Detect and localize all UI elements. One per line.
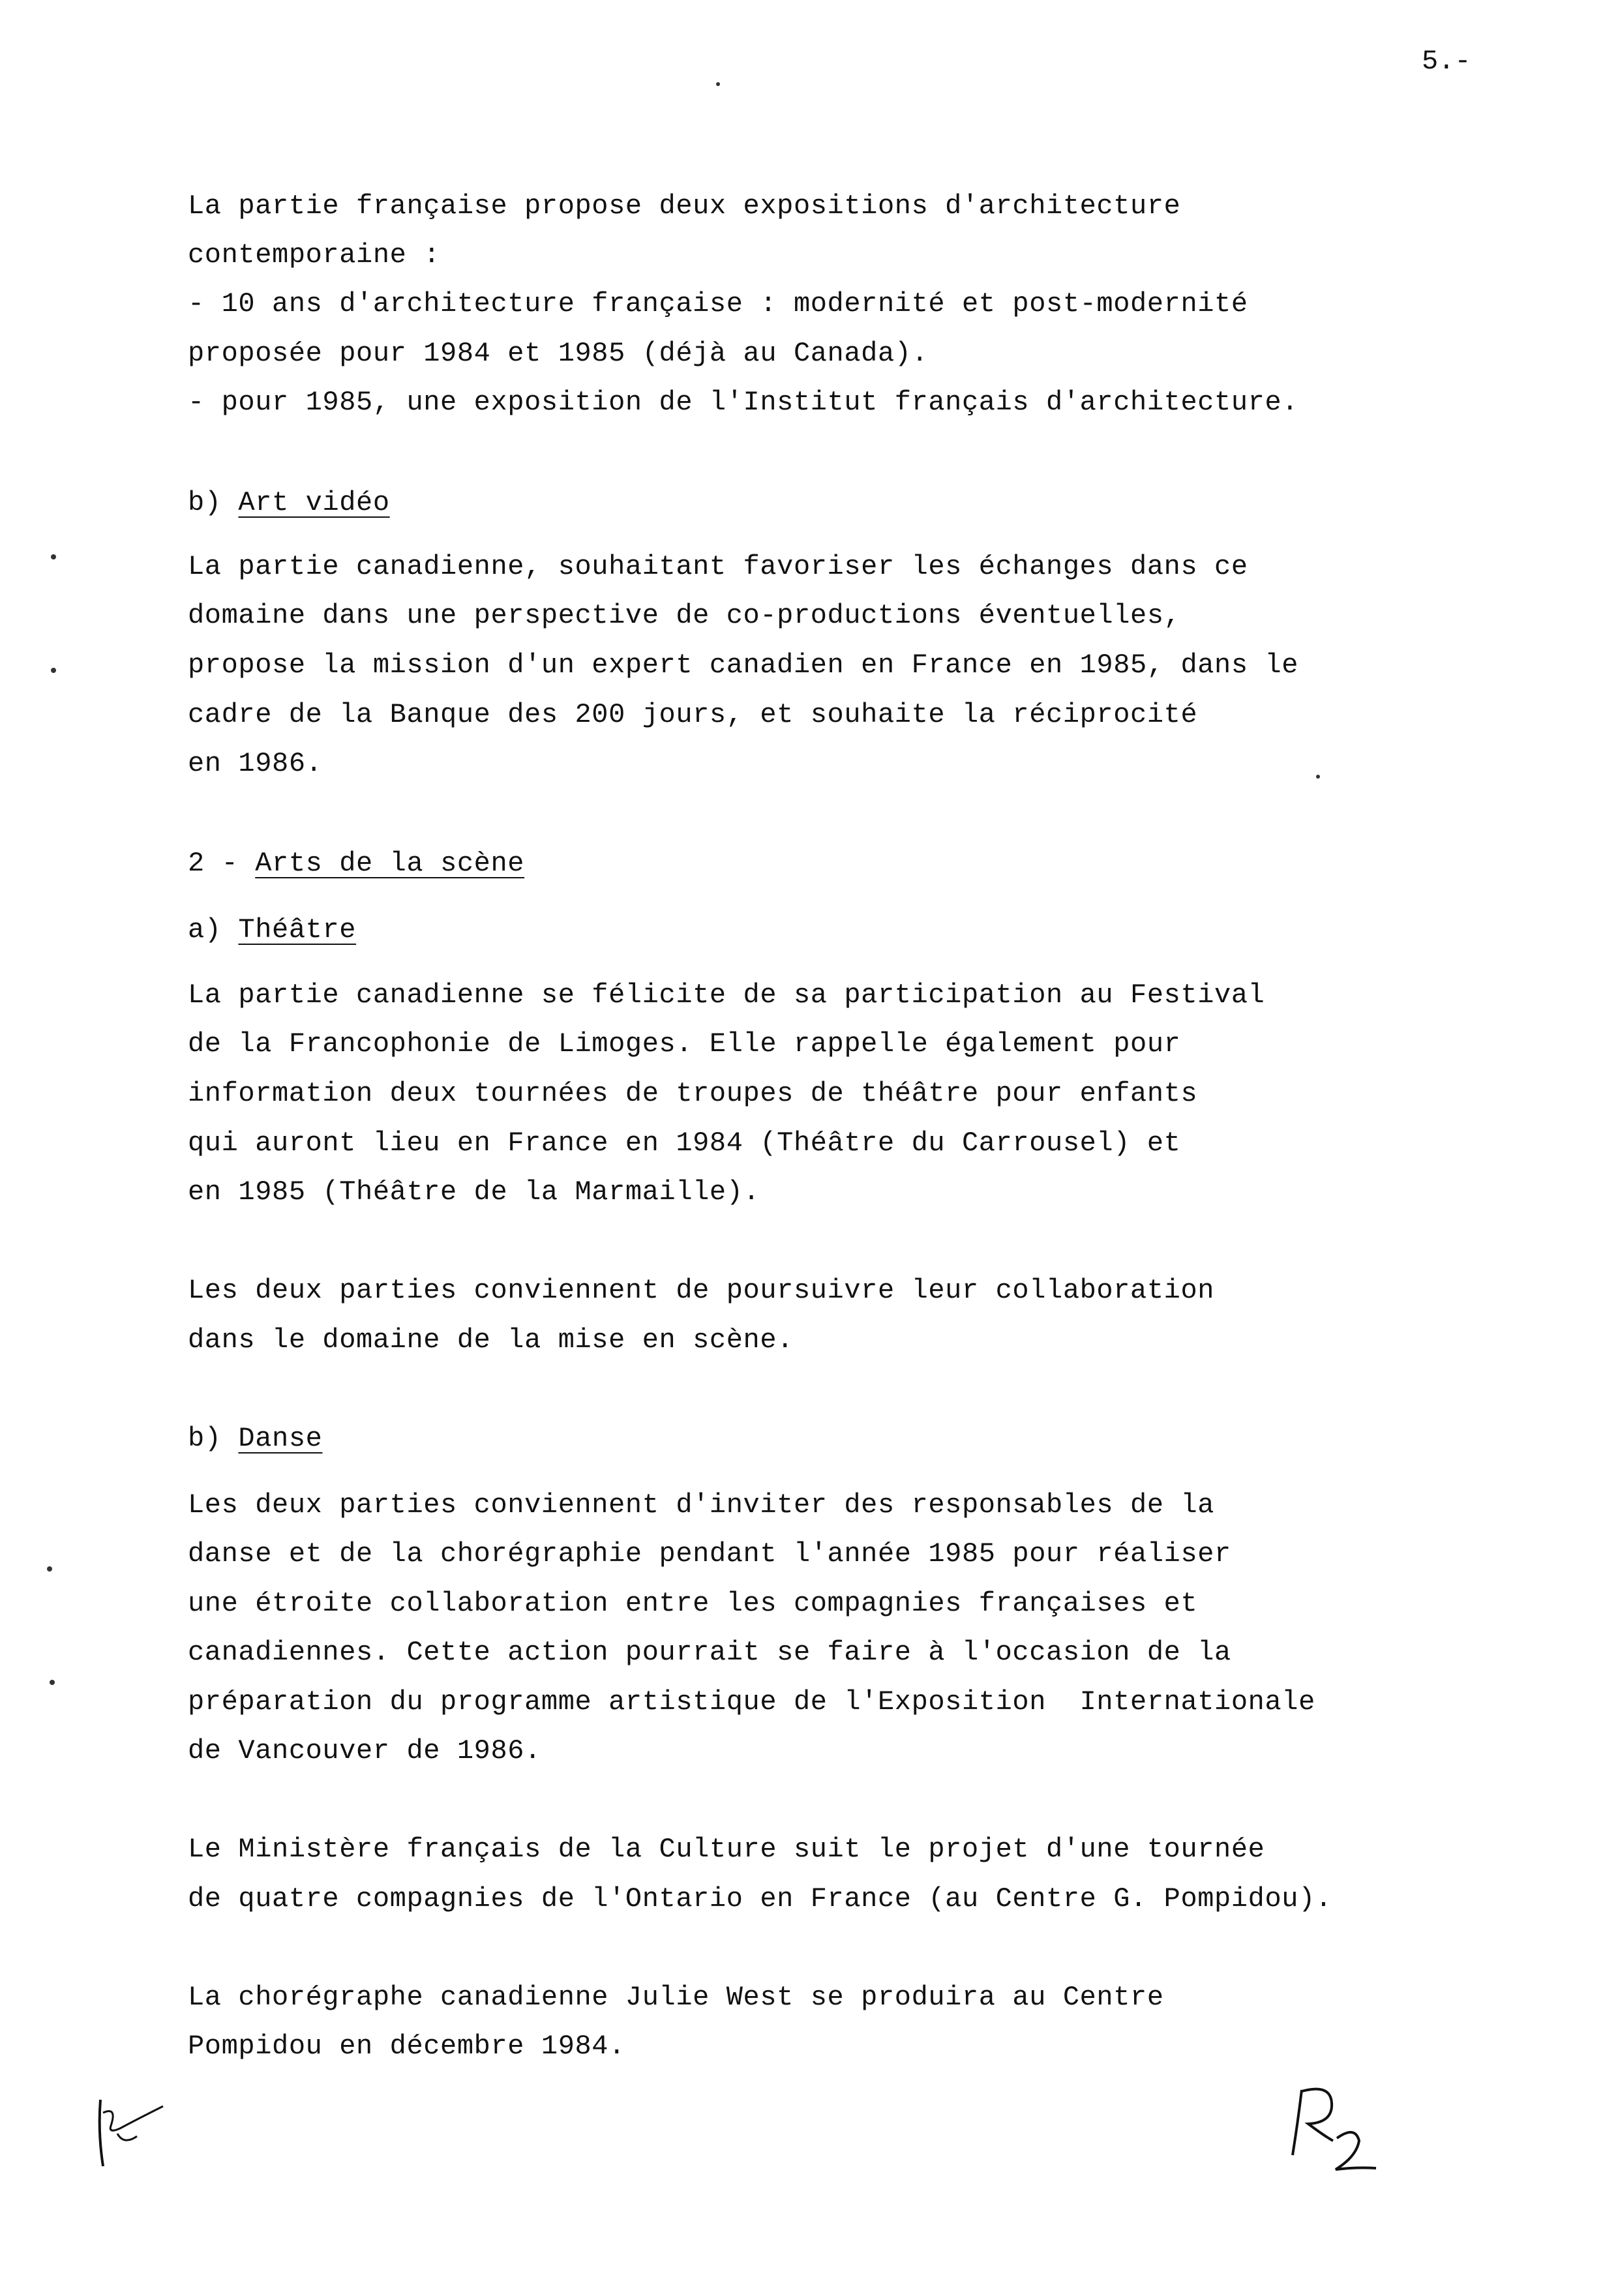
- paragraph-line: en 1986.: [188, 748, 323, 779]
- paragraph-line: préparation du programme artistique de l'Exposition Internationale: [188, 1686, 1315, 1718]
- paragraph-line: Les deux parties conviennent de poursuivre leur collaboration: [188, 1275, 1215, 1306]
- paragraph-line: La partie canadienne se félicite de sa participation au Festival: [188, 979, 1265, 1011]
- paragraph-line: La chorégraphe canadienne Julie West se produira au Centre: [188, 1982, 1164, 2013]
- heading-title: Art vidéo: [238, 487, 390, 518]
- paragraph-line: en 1985 (Théâtre de la Marmaille).: [188, 1176, 760, 1208]
- paragraph-line: La partie française propose deux expositions d'architecture: [188, 190, 1181, 222]
- page-number: 5.-: [1422, 46, 1471, 77]
- heading-title: Danse: [238, 1423, 323, 1454]
- margin-mark: [50, 1680, 55, 1685]
- handwritten-initials-left: [91, 2093, 176, 2171]
- paragraph-line: canadiennes. Cette action pourrait se faire à l'occasion de la: [188, 1637, 1231, 1668]
- paragraph-line: danse et de la chorégraphie pendant l'année 1985 pour réaliser: [188, 1538, 1231, 1570]
- scan-speck: [716, 82, 720, 86]
- paragraph-line: domaine dans une perspective de co-productions éventuelles,: [188, 600, 1181, 631]
- margin-mark: [51, 668, 56, 673]
- paragraph-line: information deux tournées de troupes de théâtre pour enfants: [188, 1078, 1198, 1109]
- section-heading: [188, 913, 356, 947]
- paragraph-line: La partie canadienne, souhaitant favoriser les échanges dans ce: [188, 551, 1248, 582]
- heading-marker: 2 -: [188, 848, 256, 879]
- heading-marker: a): [188, 914, 239, 946]
- paragraph-line: cadre de la Banque des 200 jours, et souhaite la réciprocité: [188, 699, 1198, 730]
- paragraph-line: de quatre compagnies de l'Ontario en France (au Centre G. Pompidou).: [188, 1883, 1332, 1915]
- margin-mark: [51, 554, 56, 559]
- section-heading: [188, 486, 390, 520]
- paragraph-line: de la Francophonie de Limoges. Elle rappelle également pour: [188, 1028, 1181, 1060]
- paragraph-line: de Vancouver de 1986.: [188, 1735, 541, 1767]
- paragraph-line: Les deux parties conviennent d'inviter des responsables de la: [188, 1489, 1215, 1521]
- heading-marker: b): [188, 487, 239, 518]
- heading-title: Théâtre: [238, 914, 357, 946]
- paragraph-line: qui auront lieu en France en 1984 (Théâtre du Carrousel) et: [188, 1127, 1181, 1159]
- paragraph-line: propose la mission d'un expert canadien en France en 1985, dans le: [188, 649, 1299, 681]
- handwritten-initials-right: [1278, 2083, 1389, 2181]
- paragraph-line: une étroite collaboration entre les compagnies françaises et: [188, 1588, 1198, 1619]
- margin-mark: [47, 1566, 52, 1572]
- paragraph-line: dans le domaine de la mise en scène.: [188, 1324, 794, 1356]
- paragraph-line: - pour 1985, une exposition de l'Institut français d'architecture.: [188, 387, 1299, 418]
- paragraph-line: - 10 ans d'architecture française : modernité et post-modernité: [188, 288, 1248, 320]
- section-heading: [188, 846, 524, 880]
- paragraph-line: Pompidou en décembre 1984.: [188, 2031, 625, 2062]
- paragraph-line: contemporaine :: [188, 239, 441, 271]
- paragraph-line: Le Ministère français de la Culture suit le projet d'une tournée: [188, 1834, 1265, 1865]
- heading-marker: b): [188, 1423, 239, 1454]
- scan-speck: [1316, 775, 1320, 779]
- paragraph-line: proposée pour 1984 et 1985 (déjà au Canada).: [188, 338, 929, 369]
- section-heading: [188, 1422, 322, 1455]
- heading-title: Arts de la scène: [255, 848, 525, 879]
